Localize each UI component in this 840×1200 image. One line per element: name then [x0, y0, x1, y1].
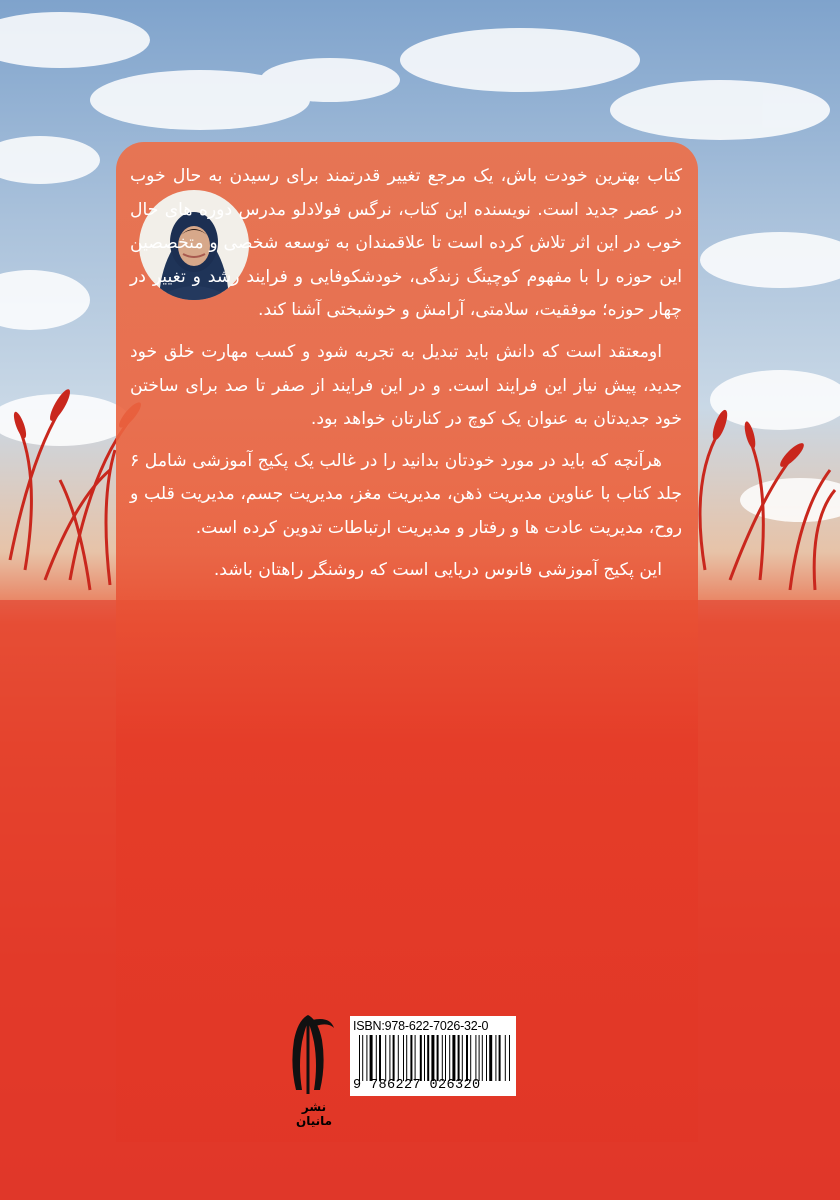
barcode-bar — [379, 1035, 381, 1081]
barcode-bar — [427, 1035, 429, 1081]
barcode-bar — [452, 1035, 455, 1081]
barcode-bar — [499, 1035, 501, 1081]
barcode-bar — [362, 1035, 363, 1081]
barcode-bar — [420, 1035, 422, 1081]
barcode-bar — [445, 1035, 446, 1081]
barcode-bar — [482, 1035, 483, 1081]
barcode-bar — [466, 1035, 468, 1081]
barcode-bar — [415, 1035, 416, 1081]
barcode-bar — [370, 1035, 373, 1081]
publisher-name — [289, 1100, 339, 1128]
barcode-bar — [406, 1035, 407, 1081]
quill-icon — [268, 1010, 348, 1100]
barcode-digits: 9 786227 026320 — [353, 1078, 481, 1093]
barcode-bar — [359, 1035, 360, 1081]
publisher-name-line2: مانیان — [295, 1114, 333, 1128]
barcode-bar — [489, 1035, 492, 1081]
description-paragraph-4: این پکیج آموزشی فانوس دریایی است که روشنگر راهتان باشد. — [213, 559, 662, 580]
barcode-bar — [505, 1035, 506, 1081]
barcode-bar — [389, 1035, 390, 1081]
barcode-bar — [398, 1035, 399, 1081]
isbn-label: ISBN:978-622-7026-32-0 — [353, 1019, 489, 1033]
barcode-bar — [462, 1035, 463, 1081]
barcode-bar — [486, 1035, 487, 1081]
isbn-barcode — [350, 1016, 516, 1096]
barcode-bar — [442, 1035, 443, 1081]
barcode-bar — [393, 1035, 395, 1081]
book-description — [130, 160, 682, 595]
barcode-bar — [366, 1035, 367, 1081]
barcode-bar — [410, 1035, 412, 1081]
barcode-bar — [403, 1035, 404, 1081]
publisher-name-line1: نشر — [301, 1100, 327, 1114]
barcode-bar — [431, 1035, 434, 1081]
description-paragraph-2: اومعتقد است که دانش باید تبدیل به تجربه شود و کسب مهارت خلق خود جدید، پیش نیاز این فرایند است. و در این فرایند از صفر تا صد برای ساختن خود جدیدتان به عنوان یک کوچ در کنارتان خواهد بود. — [130, 341, 682, 430]
barcode-bar — [458, 1035, 460, 1081]
barcode-bar — [449, 1035, 450, 1081]
barcode-bar — [385, 1035, 386, 1081]
barcode-bar — [424, 1035, 425, 1081]
barcode-bar — [479, 1035, 480, 1081]
barcode-bar — [509, 1035, 510, 1081]
barcode-bar — [475, 1035, 476, 1081]
description-paragraph-1: کتاب بهترین خودت باش، یک مرجع تغییر قدرتمند برای رسیدن به حال خوب در عصر جدید است. نویسنده این کتاب، نرگس فولادلو مدرس دوره های حال خوب در این اثر تلاش کرده است تا علاقمندان به توسعه شخصی و متخصصین این حوزه را با مفهوم کوچینگ زندگی، خودشکوفایی و فرایند رشد و تغییر در چهار حوزه؛ موفقیت، سلامتی، آرامش و خوشبختی آشنا کند. — [130, 166, 682, 321]
barcode-bar — [437, 1035, 439, 1081]
barcode-bars — [353, 1035, 513, 1081]
barcode-bar — [495, 1035, 496, 1081]
barcode-bar — [470, 1035, 471, 1081]
description-paragraph-3: هرآنچه که باید در مورد خودتان بدانید را در غالب یک پکیج آموزشی شامل ۶ جلد کتاب با عناوین مدیریت ذهن، مدیریت مغز، مدیریت جسم، مدیریت قلب و روح، مدیریت عادت ها و رفتار و مدیریت ارتباطات تدوین کرده است. — [130, 450, 682, 538]
barcode-bar — [376, 1035, 377, 1081]
